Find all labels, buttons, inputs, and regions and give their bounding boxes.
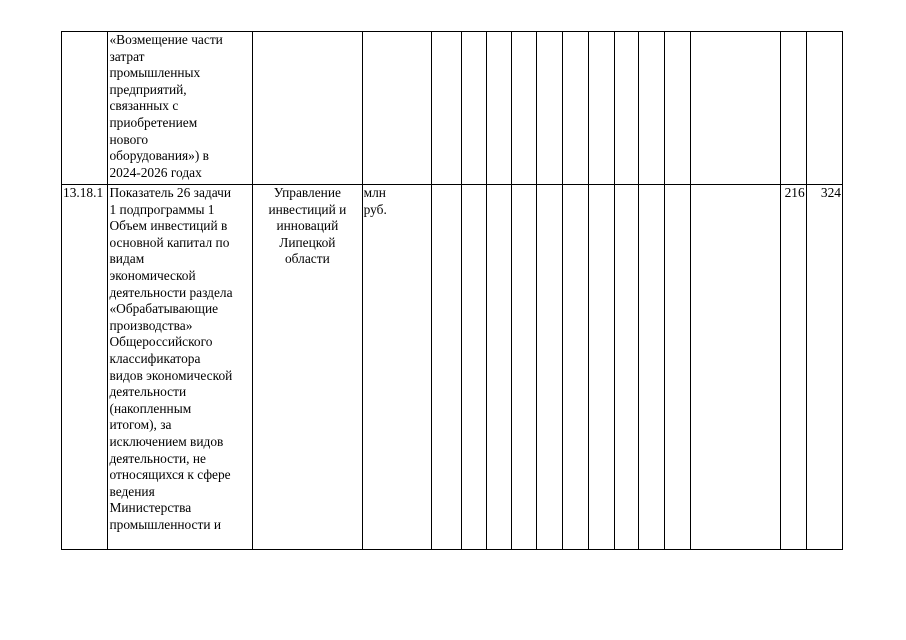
value-cell xyxy=(614,185,639,550)
value-cell xyxy=(588,185,614,550)
row-number-cell: 13.18.1 xyxy=(62,185,108,550)
value-cell xyxy=(537,32,563,185)
unit-cell: млн руб. xyxy=(362,185,431,550)
value-cell xyxy=(512,32,537,185)
value-cell xyxy=(461,185,486,550)
executor-cell xyxy=(253,32,363,185)
value-cell xyxy=(639,32,665,185)
table-row xyxy=(62,32,843,185)
value-cell xyxy=(690,32,780,185)
value-cell xyxy=(431,32,461,185)
value-cell-2026 xyxy=(806,32,842,185)
value-cell xyxy=(562,32,588,185)
value-cell xyxy=(588,32,614,185)
value-cell xyxy=(461,32,486,185)
value-cell xyxy=(537,185,563,550)
executor-cell: Управление инвестиций и инноваций Липецкой области xyxy=(253,185,363,550)
row-number-cell xyxy=(62,32,108,185)
indicator-description-cell: «Возмещение части затрат промышленных предприятий, связанных с приобретением нового оборудования») в 2024-2026 годах xyxy=(108,32,253,185)
unit-cell xyxy=(362,32,431,185)
value-cell-2025 xyxy=(780,32,806,185)
value-cell xyxy=(486,185,512,550)
value-cell xyxy=(614,32,639,185)
value-cell xyxy=(639,185,665,550)
value-cell xyxy=(431,185,461,550)
value-cell-2025: 216 xyxy=(780,185,806,550)
value-cell xyxy=(486,32,512,185)
table-row xyxy=(62,185,843,550)
value-cell xyxy=(665,185,691,550)
value-cell xyxy=(562,185,588,550)
indicator-description-cell: Показатель 26 задачи 1 подпрограммы 1 Объем инвестиций в основной капитал по видам экономической деятельности раздела «Обрабатывающие производства» Общероссийского классификатора видов экономической деятельности (накопленным итогом), за исключением видов деятельности, не относящихся к сфере ведения Министерства промышленности и xyxy=(108,185,253,550)
value-cell xyxy=(690,185,780,550)
value-cell-2026: 324 xyxy=(806,185,842,550)
value-cell xyxy=(512,185,537,550)
indicator-table xyxy=(61,31,843,550)
value-cell xyxy=(665,32,691,185)
